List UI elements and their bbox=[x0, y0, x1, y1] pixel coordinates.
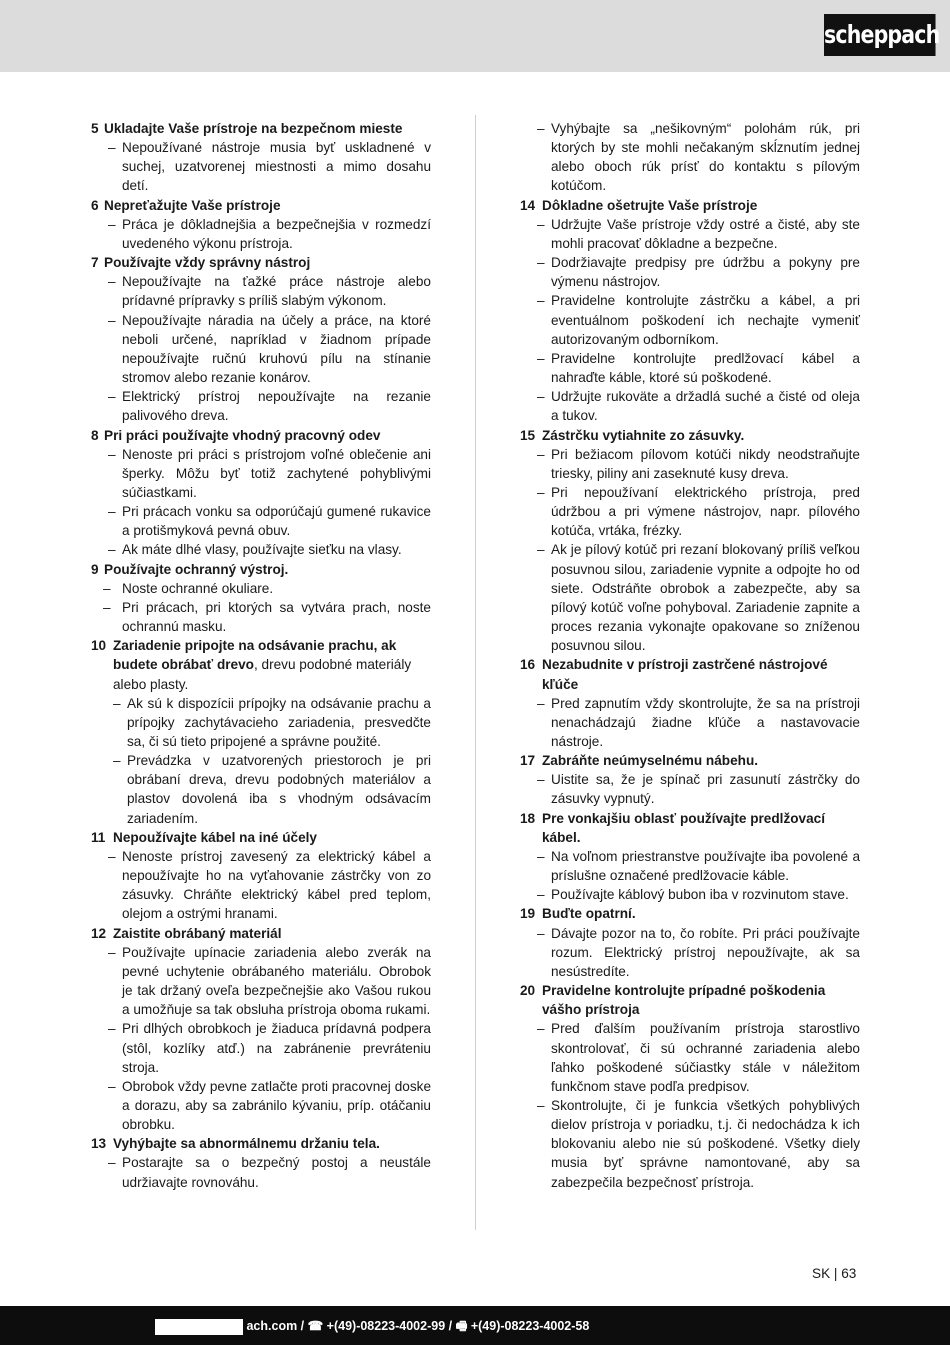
section-number: 20 bbox=[520, 983, 536, 999]
section-number: 17 bbox=[520, 753, 536, 769]
list-item bbox=[520, 540, 860, 655]
list-item-text: Používajte upínacie zariadenia alebo zverák na pevné uchytenie obrábaného materiálu. Obrobok je tak držaný oveľa bezpečnejšie ako Vašou rukou a umožňuje sa tak obsluha prístroja oboma rukami. bbox=[122, 944, 431, 1018]
list-item-text: Pravidelne kontrolujte predlžovací kábel a nahraďte káble, ktoré sú poškodené. bbox=[551, 350, 860, 386]
bullet-dash: – bbox=[113, 695, 121, 711]
section-number: 15 bbox=[520, 427, 536, 443]
section-heading bbox=[91, 119, 431, 138]
bullet-dash: – bbox=[108, 504, 116, 520]
section-heading-text bbox=[113, 924, 431, 943]
list-item-text: Používajte káblový bubon iba v rozvinutom stave. bbox=[551, 887, 849, 903]
list-item bbox=[520, 885, 860, 904]
footer-contact bbox=[155, 1317, 589, 1338]
list-item-text: Prevádzka v uzatvorených priestoroch je pri obrábaní dreva, drevu podobných materiálov a plastov dovolená iba s vhodným odsávacím zariadením. bbox=[127, 753, 431, 826]
section bbox=[91, 253, 431, 425]
list-item bbox=[520, 770, 860, 808]
section-title: Zariadenie pripojte na odsávanie prachu, ak budete obrábať drevo bbox=[113, 638, 397, 673]
section-heading bbox=[91, 1134, 431, 1153]
bullet-dash: – bbox=[537, 542, 545, 558]
bullet-dash: – bbox=[108, 140, 116, 156]
section bbox=[91, 560, 431, 637]
section-heading bbox=[91, 560, 431, 579]
section bbox=[91, 924, 431, 1135]
bullet-dash: – bbox=[537, 772, 545, 788]
bullet-dash: – bbox=[537, 350, 545, 366]
list-item bbox=[91, 138, 431, 195]
section-number: 13 bbox=[91, 1136, 107, 1152]
list-item bbox=[520, 847, 860, 885]
section-heading-text bbox=[113, 636, 431, 693]
section-heading-text bbox=[104, 196, 431, 215]
section-title: Zástrčku vytiahnite zo zásuvky. bbox=[542, 427, 745, 443]
section-number: 8 bbox=[91, 427, 99, 443]
bullet-dash: – bbox=[108, 1021, 116, 1037]
section-number: 18 bbox=[520, 810, 536, 826]
section-title: Dôkladne ošetrujte Vaše prístroje bbox=[542, 197, 758, 213]
section-number: 5 bbox=[91, 121, 99, 136]
section bbox=[520, 809, 860, 905]
list-item-text: Noste ochranné okuliare. bbox=[122, 580, 274, 596]
section-number: 14 bbox=[520, 197, 536, 213]
bullet-dash: – bbox=[108, 274, 116, 290]
list-item-text: Udržujte Vaše prístroje vždy ostré a čisté, aby ste mohli pracovať dôkladne a bezpečne. bbox=[551, 216, 860, 251]
section-heading-text bbox=[113, 828, 431, 847]
section-title: Nepoužívajte kábel na iné účely bbox=[113, 829, 317, 845]
section-heading-text bbox=[104, 253, 431, 272]
section-number: 11 bbox=[91, 829, 106, 845]
list-item-text: Postarajte sa o bezpečný postoj a neustále udržiavajte rovnováhu. bbox=[122, 1155, 431, 1190]
section-title: Vyhýbajte sa abnormálnemu držaniu tela. bbox=[113, 1136, 380, 1152]
bullet-dash: – bbox=[537, 887, 545, 903]
bullet-dash: – bbox=[103, 580, 111, 596]
list-item bbox=[520, 1096, 860, 1192]
footer-contact-text: ach.com / ☎ +(49)-08223-4002-99 / 🖷 +(49)-08223-4002-58 bbox=[246, 1319, 590, 1333]
list-item bbox=[91, 1153, 431, 1191]
section-heading bbox=[520, 426, 860, 445]
list-item-text: Udržujte rukoväte a držadlá suché a čisté od oleja a tukov. bbox=[551, 389, 860, 424]
page-header bbox=[0, 0, 950, 72]
section-title: Buďte opatrní. bbox=[542, 906, 636, 922]
section-heading-text bbox=[542, 426, 860, 445]
section-number: 10 bbox=[91, 638, 107, 654]
section bbox=[520, 655, 860, 751]
section bbox=[91, 426, 431, 560]
section-heading-text bbox=[542, 904, 860, 923]
list-item bbox=[91, 272, 431, 310]
list-item bbox=[91, 847, 431, 924]
bullet-dash: – bbox=[108, 542, 116, 558]
list-item bbox=[520, 1019, 860, 1096]
section-heading-text bbox=[104, 560, 431, 579]
section bbox=[520, 426, 860, 656]
section-heading bbox=[520, 809, 860, 847]
column-divider bbox=[475, 115, 476, 1230]
section-heading bbox=[91, 196, 431, 215]
list-item bbox=[520, 924, 860, 981]
section-title: Pri práci používajte vhodný pracovný odev bbox=[104, 427, 381, 443]
section-title: Ukladajte Vaše prístroje na bezpečnom mieste bbox=[104, 121, 403, 136]
section-heading-text bbox=[542, 655, 860, 693]
list-item bbox=[520, 694, 860, 751]
left-column bbox=[91, 119, 431, 1192]
section bbox=[520, 196, 860, 426]
list-item bbox=[91, 579, 431, 598]
section-heading-text bbox=[104, 426, 431, 445]
section-number: 6 bbox=[91, 197, 99, 213]
section-number: 19 bbox=[520, 906, 536, 922]
list-item-text: Elektrický prístroj nepoužívajte na rezanie palivového dreva. bbox=[122, 389, 431, 424]
bullet-dash: – bbox=[537, 446, 545, 462]
list-item-text: Nepoužívané nástroje musia byť uskladnené v suchej, uzatvorenej miestnosti a mimo dosahu detí. bbox=[122, 140, 431, 194]
section-title: Zaistite obrábaný materiál bbox=[113, 925, 282, 941]
footer-redaction bbox=[155, 1319, 243, 1335]
list-item bbox=[91, 502, 431, 540]
page-footer bbox=[0, 1306, 950, 1345]
list-item bbox=[91, 445, 431, 502]
list-item-text: Nepoužívajte na ťažké práce nástroje alebo prídavné prípravky s príliš slabým výkonom. bbox=[122, 274, 431, 309]
bullet-dash: – bbox=[537, 255, 545, 271]
section-number: 16 bbox=[520, 657, 536, 673]
section bbox=[91, 1134, 431, 1191]
section-heading-text bbox=[113, 1134, 431, 1153]
bullet-dash: – bbox=[108, 1078, 116, 1094]
list-item bbox=[91, 598, 431, 636]
scheppach-logo: scheppach bbox=[824, 14, 936, 56]
bullet-dash: – bbox=[537, 1021, 545, 1037]
bullet-dash: – bbox=[108, 848, 116, 864]
bullet-dash: – bbox=[108, 216, 116, 232]
section-heading-text bbox=[542, 809, 860, 847]
list-item-text: Ak máte dlhé vlasy, používajte sieťku na vlasy. bbox=[122, 542, 402, 558]
list-item-text: Pri prácach vonku sa odporúčajú gumené rukavice a protišmyková pevná obuv. bbox=[122, 504, 431, 539]
list-item-text: Pri prácach, pri ktorých sa vytvára prach, noste ochrannú masku. bbox=[122, 599, 431, 635]
list-item bbox=[520, 253, 860, 291]
list-item-text: Nepoužívajte náradia na účely a práce, na ktoré neboli určené, napríklad v žiadnom prípade nepoužívajte ručnú kruhovú pílu na stínanie stromov alebo rezanie konárov. bbox=[122, 312, 431, 386]
bullet-dash: – bbox=[537, 216, 545, 232]
list-item-text: Vyhýbajte sa „nešikovným“ polohám rúk, pri ktorých by ste mohli nečakaným skĺznutím jednej alebo oboch rúk prísť do kontaktu s pílovým kotúčom. bbox=[551, 121, 860, 194]
section-heading bbox=[520, 751, 860, 770]
section-heading bbox=[520, 904, 860, 923]
list-item bbox=[91, 1019, 431, 1076]
list-item-text: Nenoste prístroj zavesený za elektrický kábel a nepoužívajte ho na vyťahovanie zástrčky von zo zásuvky. Chráňte elektrický kábel pred teplom, olejom a ostrými hranami. bbox=[122, 848, 431, 922]
section-heading-text bbox=[542, 751, 860, 770]
bullet-dash: – bbox=[537, 121, 545, 136]
list-item bbox=[91, 943, 431, 1020]
list-item-text: Obrobok vždy pevne zatlačte proti pracovnej doske a dorazu, aby sa zabránilo kývaniu, príp. otáčaniu obrobku. bbox=[122, 1078, 431, 1133]
bullet-dash: – bbox=[113, 753, 121, 769]
section-heading bbox=[520, 655, 860, 693]
section-title: Pravidelne kontrolujte prípadné poškodenia vášho prístroja bbox=[542, 983, 826, 1018]
section-number: 9 bbox=[91, 561, 99, 577]
section-heading-text bbox=[104, 119, 431, 138]
list-item-text: Pravidelne kontrolujte zástrčku a kábel, a pri eventuálnom poškodení ich nechajte vymeniť autorizovaným odborníkom. bbox=[551, 293, 860, 347]
list-item-text: Ak je pílový kotúč pri rezaní blokovaný príliš veľkou posuvnou silou, zariadenie vypnite a odpojte ho od siete. Odstráňte obrobok a zabezpečte, aby sa pílový kotúč voľne pohyboval. Zariadenie zapnite a proces rezania vykonajte opakovane so zníženou posuvnou silou. bbox=[551, 542, 860, 654]
section bbox=[91, 196, 431, 253]
section bbox=[520, 904, 860, 981]
bullet-dash: – bbox=[108, 1155, 116, 1171]
bullet-dash: – bbox=[108, 446, 116, 462]
list-item bbox=[520, 387, 860, 425]
list-item bbox=[520, 483, 860, 540]
bullet-dash: – bbox=[537, 848, 545, 864]
section-number: 7 bbox=[91, 255, 99, 271]
page-number: SK | 63 bbox=[812, 1266, 857, 1281]
list-item-text: Dávajte pozor na to, čo robíte. Pri práci používajte rozum. Elektrický prístroj nepoužívajte, ak sa nesústredíte. bbox=[551, 925, 860, 979]
list-item bbox=[91, 751, 431, 828]
list-item bbox=[91, 311, 431, 388]
list-item bbox=[520, 445, 860, 483]
list-item bbox=[91, 1077, 431, 1134]
section bbox=[91, 636, 431, 828]
section-title: Pre vonkajšiu oblasť používajte predlžovací kábel. bbox=[542, 810, 826, 845]
list-item-text: Pri bežiacom pílovom kotúči nikdy neodstraňujte triesky, piliny ani zaseknuté kusy dreva. bbox=[551, 446, 860, 481]
bullet-dash: – bbox=[537, 925, 545, 941]
list-item-text: Uistite sa, že je spínač pri zasunutí zástrčky do zásuvky vypnutý. bbox=[551, 772, 860, 807]
list-item-text: Pred zapnutím vždy skontrolujte, že sa na prístroji nenachádzajú žiadne kľúče a nastavovacie nástroje. bbox=[551, 695, 860, 749]
bullet-dash: – bbox=[108, 312, 116, 328]
list-item-text: Ak sú k dispozícii prípojky na odsávanie prachu a prípojky zachytávacieho zariadenia, presvedčte sa, či sú tieto pripojené a správne použité. bbox=[127, 695, 431, 749]
list-item-text: Nenoste pri práci s prístrojom voľné oblečenie ani šperky. Môžu byť totiž zachytené pohyblivými súčiastkami. bbox=[122, 446, 431, 500]
section-title: Nezabudnite v prístroji zastrčené nástrojové kľúče bbox=[542, 657, 828, 692]
section-title: Používajte vždy správny nástroj bbox=[104, 255, 311, 271]
list-item bbox=[91, 215, 431, 253]
section-heading bbox=[520, 981, 860, 1019]
list-item bbox=[520, 349, 860, 387]
section bbox=[520, 981, 860, 1192]
list-item-text: Pri dlhých obrobkoch je žiaduca prídavná podpera (stôl, kozlíky atď.) na zabránenie prevráteniu stroja. bbox=[122, 1021, 431, 1075]
section-title: Zabráňte neúmyselnému nábehu. bbox=[542, 753, 759, 769]
section bbox=[520, 751, 860, 808]
list-item bbox=[91, 694, 431, 751]
section bbox=[91, 828, 431, 924]
section-heading bbox=[91, 426, 431, 445]
list-item-text: Dodržiavajte predpisy pre údržbu a pokyny pre výmenu nástrojov. bbox=[551, 255, 860, 290]
bullet-dash: – bbox=[537, 293, 545, 309]
list-item-text: Skontrolujte, či je funkcia všetkých pohyblivých dielov prístroja v poriadku, t.j. či nedochádza k ich blokovaniu alebo nie sú poškodené. Všetky diely musia byť správne namontované, aby sa zabezpečila bezpečnosť prístroja. bbox=[551, 1097, 860, 1190]
section-heading bbox=[91, 828, 431, 847]
list-item bbox=[91, 540, 431, 559]
list-item bbox=[520, 291, 860, 348]
bullet-dash: – bbox=[537, 695, 545, 711]
section-heading-text bbox=[542, 981, 860, 1019]
bullet-dash: – bbox=[537, 484, 545, 500]
section-heading bbox=[91, 253, 431, 272]
list-item-text: Pri nepoužívaní elektrického prístroja, pred údržbou a pri výmene nástrojov, napr. pílového kotúča, vrtáka, frézky. bbox=[551, 484, 860, 539]
right-column bbox=[520, 119, 860, 1192]
section-heading bbox=[520, 196, 860, 215]
list-item-text: Práca je dôkladnejšia a bezpečnejšia v rozmedzí uvedeného výkonu prístroja. bbox=[122, 216, 431, 251]
section bbox=[91, 119, 431, 196]
bullet-dash: – bbox=[537, 1097, 545, 1113]
section-number: 12 bbox=[91, 925, 107, 941]
list-item-text: Na voľnom priestranstve používajte iba povolené a príslušne označené predlžovacie káble. bbox=[551, 848, 860, 884]
section-title: Nepreťažujte Vaše prístroje bbox=[104, 197, 281, 213]
bullet-dash: – bbox=[108, 944, 116, 960]
section bbox=[520, 119, 860, 196]
section-title: Používajte ochranný výstroj. bbox=[104, 561, 289, 577]
section-heading bbox=[91, 636, 431, 693]
section-heading-text bbox=[542, 196, 860, 215]
bullet-dash: – bbox=[108, 389, 116, 405]
bullet-dash: – bbox=[537, 389, 545, 405]
list-item-text: Pred ďalším používaním prístroja starostlivo skontrolovať, či sú ochranné zariadenia alebo ľahko poškodené súčiastky stále v náležitom funkčnom stave podľa predpisov. bbox=[551, 1021, 860, 1094]
bullet-dash: – bbox=[103, 599, 111, 615]
list-item bbox=[520, 215, 860, 253]
list-item bbox=[91, 387, 431, 425]
section-heading bbox=[91, 924, 431, 943]
list-item bbox=[520, 119, 860, 196]
section-title-continuation: , drevu podobné materiály alebo plasty. bbox=[113, 657, 412, 692]
